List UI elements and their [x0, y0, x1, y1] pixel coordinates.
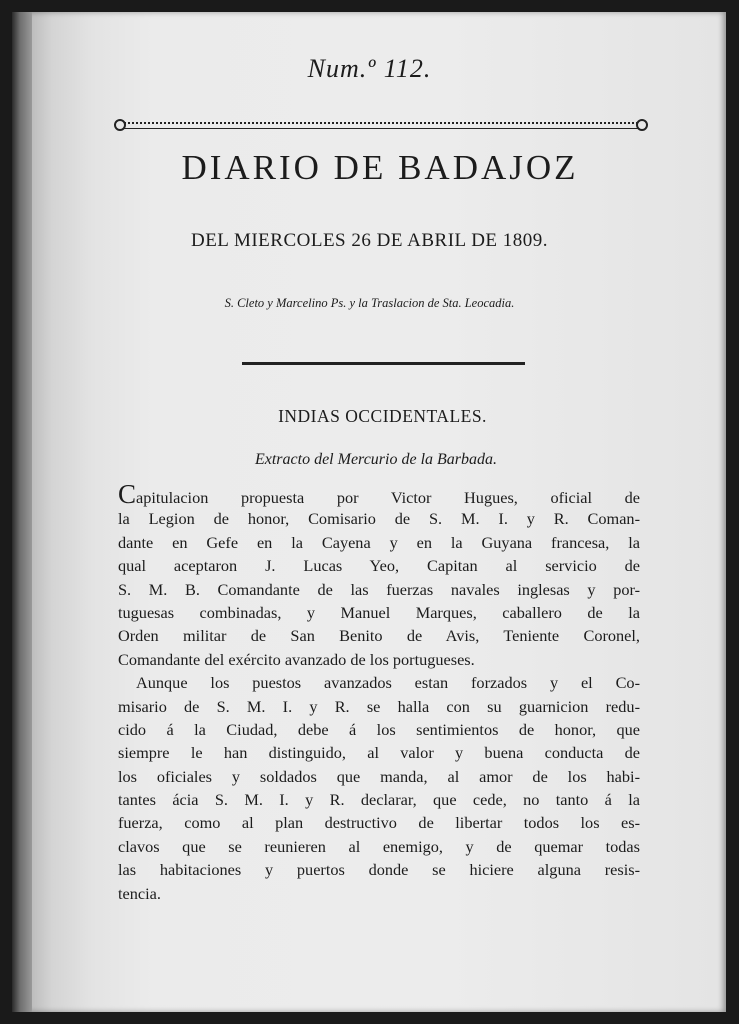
- section-heading: INDIAS OCCIDENTALES.: [278, 406, 487, 426]
- article-body: [118, 479, 640, 905]
- text-line: Comandante del exército avanzado de los portugueses.: [118, 649, 475, 669]
- section-divider: [242, 362, 525, 365]
- issue-date: DEL MIERCOLES 26 DE ABRIL DE 1809.: [190, 230, 549, 251]
- text-line: clavos que se reunieren al enemigo, y de quemar todas: [118, 836, 640, 856]
- masthead-title: DIARIO DE BADAJOZ: [181, 148, 579, 187]
- text-line: tencia.: [118, 883, 161, 903]
- text-line: la Legion de honor, Comisario de S. M. I. y R. Coman-: [118, 509, 640, 529]
- ornamental-rule: [124, 122, 638, 129]
- text-line: tantes ácia S. M. I. y R. declarar, que cede, no tanto á la: [118, 790, 640, 810]
- text-line: qual aceptaron J. Lucas Yeo, Capitan al servicio de: [118, 556, 640, 576]
- drop-cap: C: [118, 479, 137, 509]
- text-line: Capitulacion propuesta por Victor Hugues, oficial de: [118, 479, 640, 509]
- rule-end-ornament-left: [114, 119, 126, 131]
- saints-of-day: S. Cleto y Marcelino Ps. y la Traslacion de Sta. Leocadia.: [224, 296, 515, 310]
- text-line: Aunque los puestos avanzados estan forzados y el Co-: [136, 673, 640, 693]
- issue-number: Num.º 112.: [307, 54, 432, 83]
- text-line: dante en Gefe en la Cayena y en la Guyana francesa, la: [118, 532, 640, 552]
- text-line: las habitaciones y puertos donde se hiciere alguna resis-: [118, 860, 640, 880]
- rule-end-ornament-right: [636, 119, 648, 131]
- text-line: S. M. B. Comandante de las fuerzas navales inglesas y por-: [118, 579, 640, 599]
- text-line: cido á la Ciudad, debe á los sentimientos de honor, que: [118, 719, 640, 739]
- text-line: tuguesas combinadas, y Manuel Marques, caballero de la: [118, 602, 640, 622]
- article-subtitle: Extracto del Mercurio de la Barbada.: [254, 451, 498, 468]
- text-line: misario de S. M. I. y R. se halla con su guarnicion redu-: [118, 696, 640, 716]
- text-line: los oficiales y soldados que manda, al amor de los habi-: [118, 766, 640, 786]
- text-line: Orden militar de San Benito de Avis, Teniente Coronel,: [118, 626, 640, 646]
- text-line: siempre le han distinguido, al valor y buena conducta de: [118, 743, 640, 763]
- text-line: fuerza, como al plan destructivo de libertar todos los es-: [118, 813, 640, 833]
